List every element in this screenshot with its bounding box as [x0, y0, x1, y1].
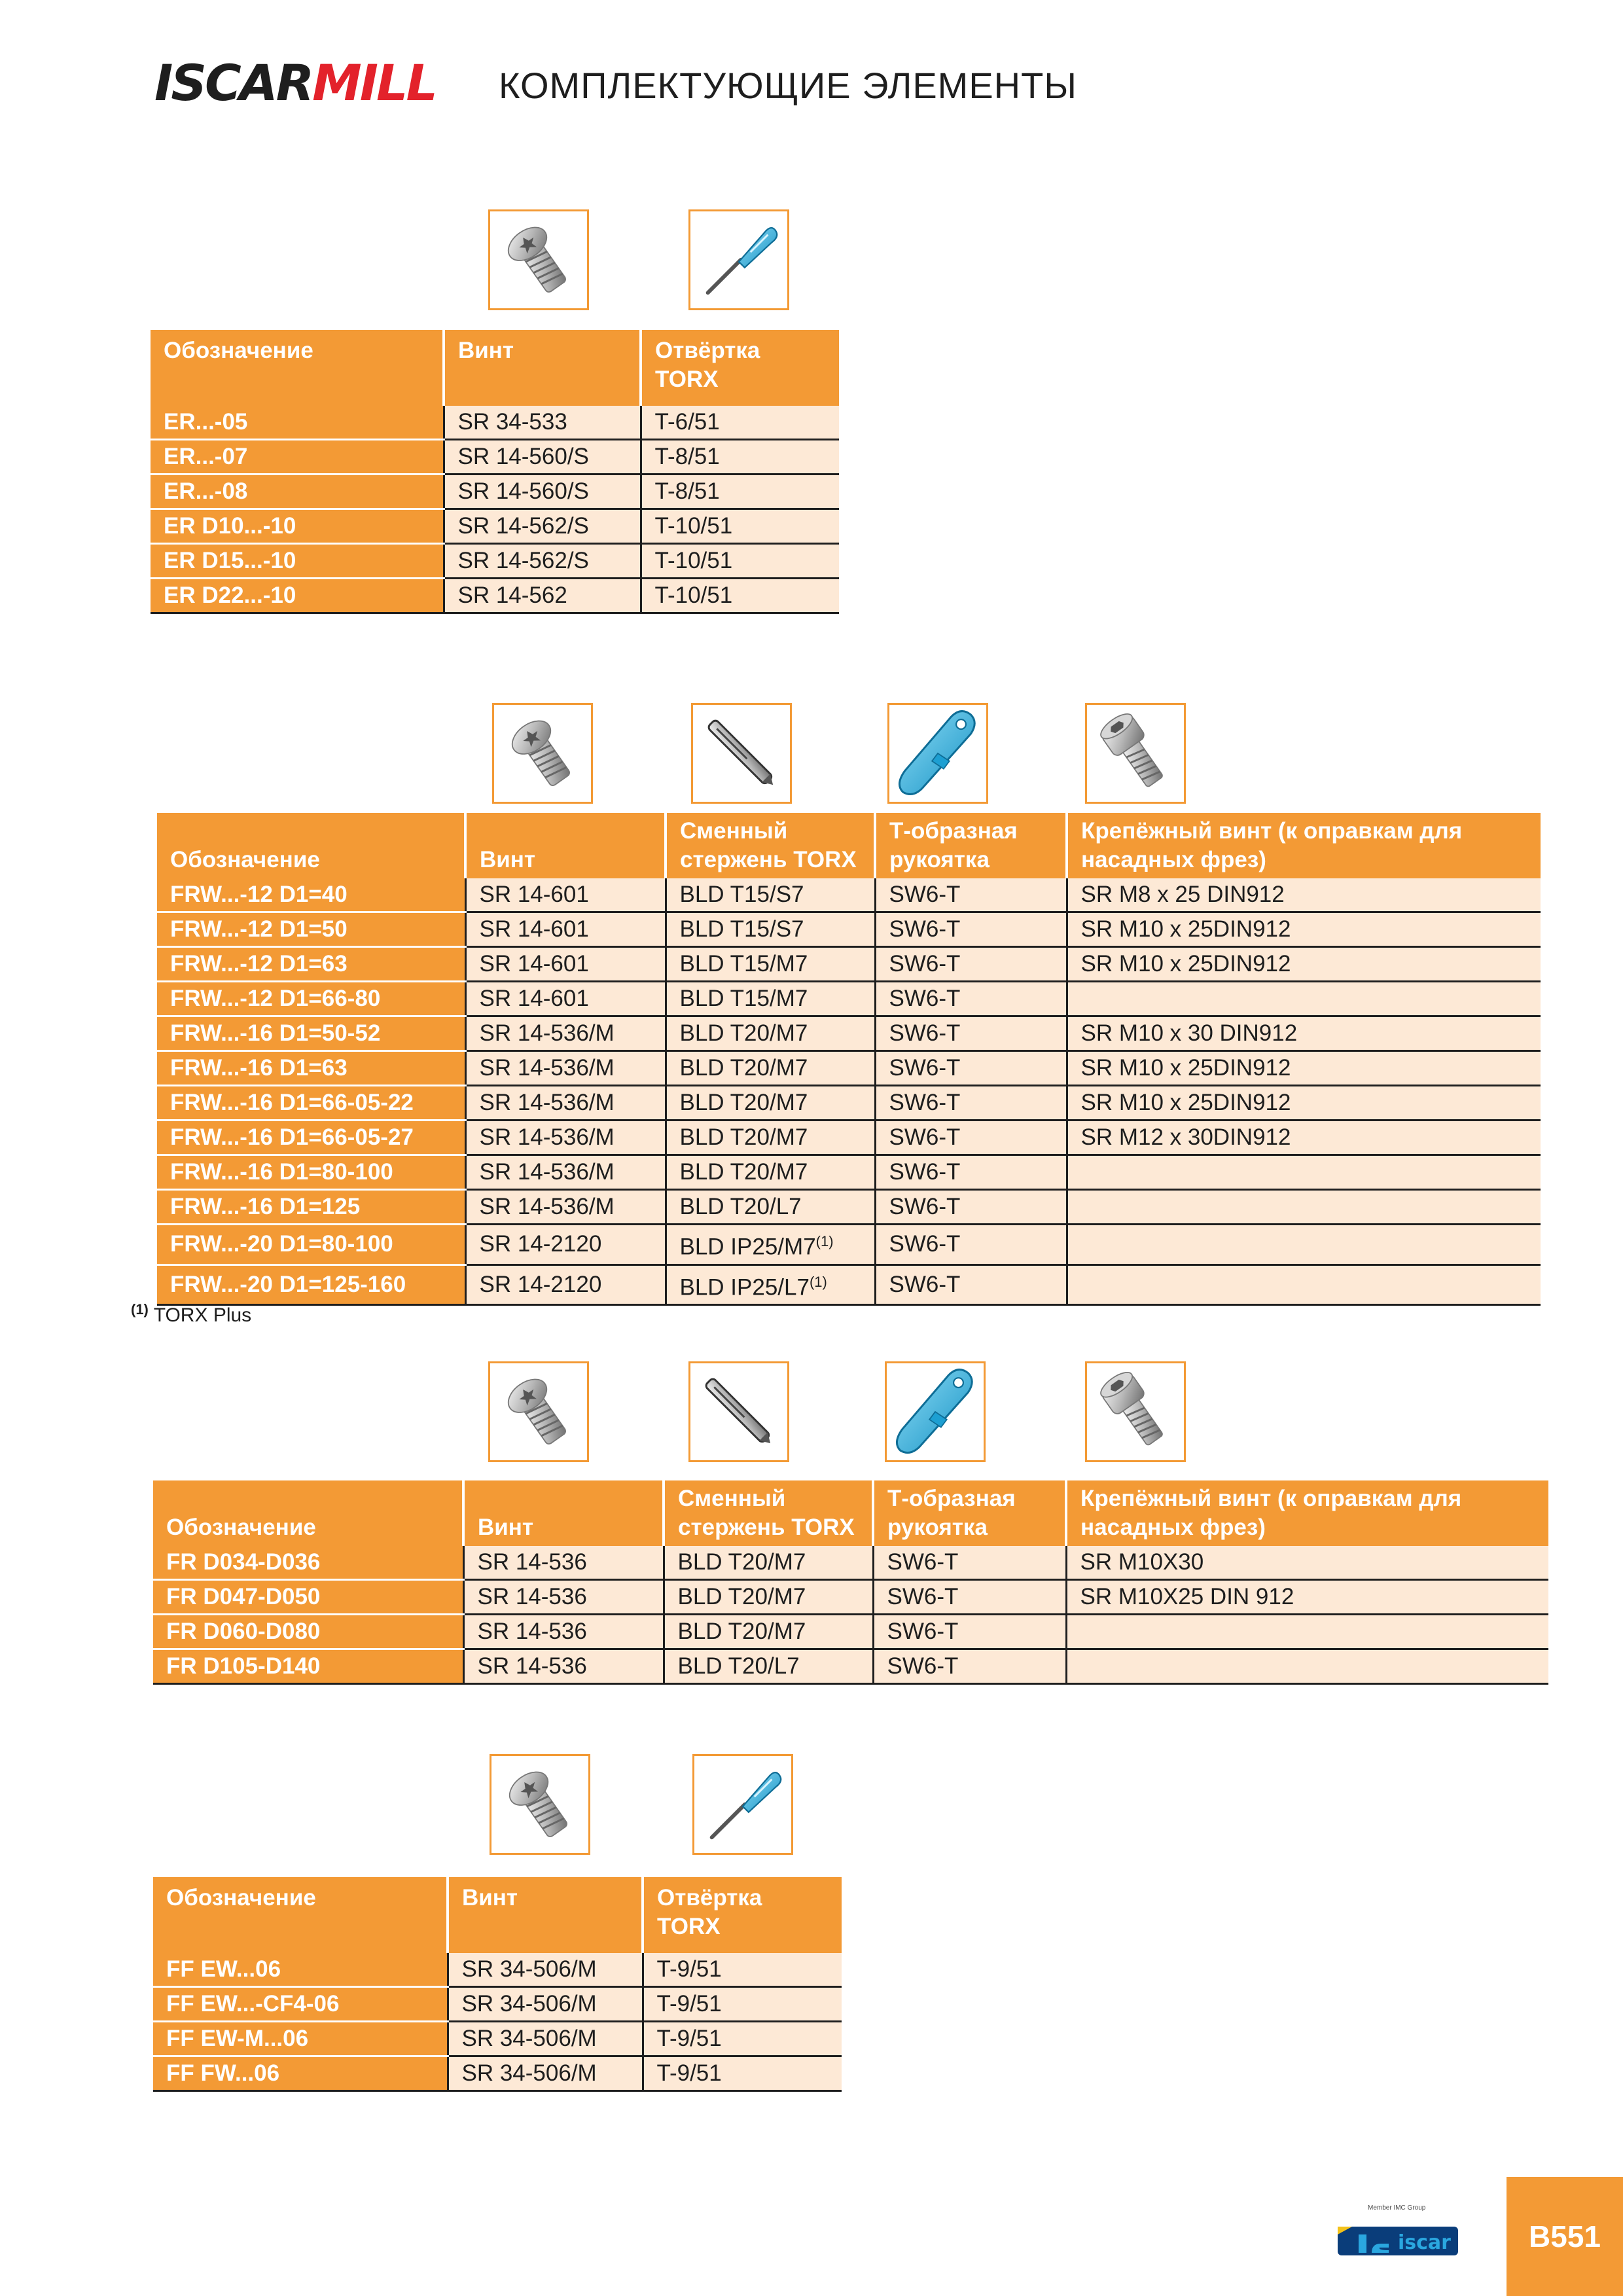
- designation-cell: [151, 579, 444, 613]
- cell-value: SR 14-536: [477, 1653, 587, 1679]
- cell-value: T-9/51: [656, 2026, 722, 2051]
- designation-cell: [151, 406, 444, 440]
- table-row: [157, 1265, 1541, 1305]
- cell-value: SR 14-601: [479, 916, 589, 942]
- cell-value: FRW...-16 D1=125: [170, 1194, 361, 1219]
- table-cell: [463, 1580, 664, 1615]
- cell-value: SW6-T: [889, 882, 961, 907]
- page-number: B551: [1507, 2177, 1623, 2296]
- header-clamping-screw: Крепёжный винт (к оправкам для насадных фрез): [1066, 1480, 1548, 1546]
- table-cell: [465, 1190, 666, 1225]
- footnote-mark: (1): [131, 1301, 149, 1318]
- designation-cell: [151, 544, 444, 579]
- table-cell: [465, 1225, 666, 1265]
- table-cell: [664, 1649, 873, 1684]
- cell-value: SR 14-601: [479, 882, 589, 907]
- header-t-handle: Т-образная рукоятка: [875, 813, 1067, 878]
- cell-value: ER...-05: [164, 409, 248, 435]
- cell-value: SR 14-601: [479, 986, 589, 1011]
- cell-value: SR M10 x 25DIN912: [1080, 1055, 1291, 1081]
- table-cell: [1067, 1265, 1541, 1305]
- cell-value: FR D047-D050: [166, 1584, 321, 1609]
- table-cell: [875, 1190, 1067, 1225]
- header-screwdriver: [641, 330, 839, 406]
- cell-value: SR 14-536/M: [479, 1020, 615, 1046]
- cell-value: FR D034-D036: [166, 1549, 321, 1575]
- designation-cell: [157, 912, 465, 947]
- cell-value: BLD T20/L7: [679, 1194, 802, 1219]
- header-screw: Винт: [463, 1480, 664, 1546]
- table-cell: [666, 878, 875, 912]
- designation-cell: [153, 1615, 463, 1649]
- cell-value: BLD IP25/L7: [679, 1274, 810, 1300]
- clamping-screw-icon: [1085, 703, 1186, 804]
- designation-cell: [151, 509, 444, 544]
- table-cell: [463, 1546, 664, 1580]
- cell-value: SR M12 x 30DIN912: [1080, 1124, 1291, 1150]
- cell-value: SR 14-536: [477, 1619, 587, 1644]
- table-cell: [875, 1086, 1067, 1121]
- cell-value: FF EW-M...06: [166, 2026, 309, 2051]
- cell-value: SW6-T: [887, 1653, 959, 1679]
- table-cell: [1066, 1546, 1548, 1580]
- table-cell: [1066, 1615, 1548, 1649]
- cell-value: FRW...-16 D1=50-52: [170, 1020, 381, 1046]
- table-row: [153, 1987, 842, 2022]
- table-row: [157, 912, 1541, 947]
- torx-bit-icon: [691, 703, 792, 804]
- header-torx-label: TORX: [655, 367, 719, 392]
- cell-value: T-8/51: [654, 444, 720, 469]
- cell-value: SW6-T: [889, 951, 961, 977]
- cell-value: T-6/51: [654, 409, 720, 435]
- designation-cell: [157, 1121, 465, 1155]
- footnote: [131, 1301, 251, 1327]
- table-cell: [664, 1546, 873, 1580]
- parts-table-er: [151, 330, 839, 614]
- header-designation: Обозначение: [153, 1480, 463, 1546]
- parts-table-frw: [157, 813, 1541, 1306]
- table-cell: [465, 1265, 666, 1305]
- cell-value: FF FW...06: [166, 2060, 280, 2086]
- table-cell: [666, 1225, 875, 1265]
- cell-value: SW6-T: [889, 1020, 961, 1046]
- table-cell: [875, 1265, 1067, 1305]
- table-cell: [873, 1615, 1066, 1649]
- table-cell: [1067, 878, 1541, 912]
- header-torx-bit: Сменный стержень TORX: [666, 813, 875, 878]
- cell-value: BLD T20/M7: [679, 1159, 808, 1185]
- table-row: [153, 2022, 842, 2056]
- cell-value: BLD T20/M7: [677, 1584, 806, 1609]
- cell-value: SR 34-506/M: [461, 2060, 597, 2086]
- table-cell: [664, 1580, 873, 1615]
- table-cell: [641, 406, 839, 440]
- header-designation: Обозначение: [151, 330, 444, 406]
- cell-value: FRW...-16 D1=63: [170, 1055, 348, 1081]
- footnote-ref: (1): [809, 1273, 827, 1290]
- table-cell: [1067, 947, 1541, 982]
- table-cell: [666, 912, 875, 947]
- cell-value: SR 14-2120: [479, 1271, 602, 1297]
- footnote-text: TORX Plus: [153, 1304, 252, 1326]
- table-cell: [463, 1649, 664, 1684]
- header-designation: Обозначение: [157, 813, 465, 878]
- table-cell: [444, 579, 641, 613]
- cell-value: FRW...-20 D1=125-160: [170, 1271, 406, 1297]
- cell-value: FRW...-16 D1=80-100: [170, 1159, 393, 1185]
- screw-icon: [488, 1361, 589, 1462]
- table-cell: [666, 1016, 875, 1051]
- cell-value: ER D10...-10: [164, 513, 296, 539]
- cell-value: SR M10 x 30 DIN912: [1080, 1020, 1298, 1046]
- table-cell: [465, 947, 666, 982]
- cell-value: SR 14-560/S: [457, 478, 589, 504]
- designation-cell: [157, 1086, 465, 1121]
- t-handle-icon: [887, 703, 988, 804]
- table-row: [157, 1155, 1541, 1190]
- table-row: [153, 1580, 1548, 1615]
- table-cell: [666, 1051, 875, 1086]
- designation-cell: [153, 2056, 448, 2091]
- cell-value: SR 14-562/S: [457, 548, 589, 573]
- designation-cell: [153, 1953, 448, 1987]
- table-row: [157, 1016, 1541, 1051]
- cell-value: T-9/51: [656, 1956, 722, 1982]
- cell-value: SR 34-506/M: [461, 1956, 597, 1982]
- header-designation: Обозначение: [153, 1877, 448, 1953]
- designation-cell: [151, 440, 444, 475]
- cell-value: SR 34-506/M: [461, 1991, 597, 2017]
- table-cell: [448, 1953, 643, 1987]
- table-cell: [465, 1051, 666, 1086]
- header-t-handle: Т-образная рукоятка: [873, 1480, 1066, 1546]
- table-cell: [875, 982, 1067, 1016]
- table-cell: [641, 579, 839, 613]
- table-row: [153, 1953, 842, 1987]
- cell-value: SR 14-536/M: [479, 1090, 615, 1115]
- table-row: [151, 475, 839, 509]
- cell-value: BLD T20/M7: [679, 1020, 808, 1046]
- screw-icon: [492, 703, 593, 804]
- page-title: КОМПЛЕКТУЮЩИЕ ЭЛЕМЕНТЫ: [499, 65, 1077, 106]
- cell-value: SR 14-601: [479, 951, 589, 977]
- cell-value: SR 14-560/S: [457, 444, 589, 469]
- cell-value: BLD T15/S7: [679, 916, 804, 942]
- cell-value: T-10/51: [654, 583, 733, 608]
- cell-value: SR M10 x 25DIN912: [1080, 951, 1291, 977]
- screwdriver-icon: [692, 1754, 793, 1855]
- cell-value: SR 14-562/S: [457, 513, 589, 539]
- table-row: [157, 1190, 1541, 1225]
- table-cell: [1067, 1121, 1541, 1155]
- cell-value: SR 14-536: [477, 1549, 587, 1575]
- table-cell: [1067, 1225, 1541, 1265]
- designation-cell: [151, 475, 444, 509]
- designation-cell: [157, 982, 465, 1016]
- cell-value: SR 34-506/M: [461, 2026, 597, 2051]
- table-cell: [1066, 1649, 1548, 1684]
- table-row: [153, 1615, 1548, 1649]
- table-cell: [666, 982, 875, 1016]
- table-cell: [444, 440, 641, 475]
- header-screwdriver: [643, 1877, 842, 1953]
- header-screw: Винт: [444, 330, 641, 406]
- table-row: [151, 544, 839, 579]
- cell-value: ER D15...-10: [164, 548, 296, 573]
- cell-value: BLD T20/L7: [677, 1653, 800, 1679]
- cell-value: FR D060-D080: [166, 1619, 321, 1644]
- table-cell: [641, 440, 839, 475]
- cell-value: ER...-08: [164, 478, 248, 504]
- cell-value: FRW...-12 D1=50: [170, 916, 348, 942]
- table-cell: [643, 1953, 842, 1987]
- header-screwdriver-label: Отвёртка: [657, 1885, 762, 1910]
- table-cell: [1067, 1051, 1541, 1086]
- cell-value: SR M10 x 25DIN912: [1080, 916, 1291, 942]
- designation-cell: [157, 1051, 465, 1086]
- screw-icon: [488, 209, 589, 310]
- clamping-screw-icon: [1085, 1361, 1186, 1462]
- table-row: [153, 2056, 842, 2091]
- cell-value: FRW...-12 D1=66-80: [170, 986, 381, 1011]
- table-cell: [448, 2022, 643, 2056]
- table-cell: [448, 1987, 643, 2022]
- screwdriver-icon: [688, 209, 789, 310]
- header-screw: Винт: [465, 813, 666, 878]
- table-cell: [1067, 1155, 1541, 1190]
- table-row: [157, 1086, 1541, 1121]
- cell-value: SW6-T: [889, 1090, 961, 1115]
- designation-cell: [153, 1987, 448, 2022]
- cell-value: T-8/51: [654, 478, 720, 504]
- designation-cell: [157, 1265, 465, 1305]
- table-cell: [666, 947, 875, 982]
- cell-value: SW6-T: [889, 1194, 961, 1219]
- table-cell: [641, 475, 839, 509]
- table-cell: [875, 1121, 1067, 1155]
- iscar-mill-logo: [154, 56, 436, 110]
- table-cell: [444, 406, 641, 440]
- designation-cell: [157, 1155, 465, 1190]
- cell-value: FRW...-12 D1=63: [170, 951, 348, 977]
- cell-value: SW6-T: [889, 1271, 961, 1297]
- cell-value: BLD T15/S7: [679, 882, 804, 907]
- table-row: [157, 947, 1541, 982]
- table-cell: [875, 878, 1067, 912]
- table-cell: [444, 544, 641, 579]
- table-cell: [875, 947, 1067, 982]
- designation-cell: [157, 1016, 465, 1051]
- table-cell: [875, 1051, 1067, 1086]
- table-row: [157, 1051, 1541, 1086]
- cell-value: SR 34-533: [457, 409, 567, 435]
- cell-value: FRW...-20 D1=80-100: [170, 1231, 393, 1257]
- cell-value: T-9/51: [656, 2060, 722, 2086]
- table-cell: [463, 1615, 664, 1649]
- table-row: [157, 1225, 1541, 1265]
- table-cell: [465, 878, 666, 912]
- table-cell: [643, 2056, 842, 2091]
- table-cell: [444, 509, 641, 544]
- cell-value: BLD T15/M7: [679, 951, 808, 977]
- table-row: [151, 406, 839, 440]
- designation-cell: [153, 1649, 463, 1684]
- table-cell: [444, 475, 641, 509]
- table-cell: [465, 912, 666, 947]
- designation-cell: [157, 878, 465, 912]
- table-cell: [465, 1086, 666, 1121]
- cell-value: SR M8 x 25 DIN912: [1080, 882, 1285, 907]
- cell-value: SW6-T: [889, 1124, 961, 1150]
- table-cell: [666, 1155, 875, 1190]
- table-cell: [1067, 1086, 1541, 1121]
- parts-table-fr: [153, 1480, 1548, 1685]
- table-row: [151, 579, 839, 613]
- cell-value: T-10/51: [654, 548, 733, 573]
- cell-value: ER D22...-10: [164, 583, 296, 608]
- table-row: [157, 1121, 1541, 1155]
- table-cell: [448, 2056, 643, 2091]
- table-cell: [875, 912, 1067, 947]
- torx-bit-icon: [688, 1361, 789, 1462]
- table-row: [157, 878, 1541, 912]
- cell-value: FF EW...-CF4-06: [166, 1991, 340, 2017]
- header-torx-label: TORX: [657, 1914, 721, 1939]
- designation-cell: [157, 947, 465, 982]
- header-clamping-screw: Крепёжный винт (к оправкам для насадных фрез): [1067, 813, 1541, 878]
- cell-value: SR M10 x 25DIN912: [1080, 1090, 1291, 1115]
- designation-cell: [153, 1546, 463, 1580]
- designation-cell: [157, 1225, 465, 1265]
- footnote-ref: (1): [815, 1233, 834, 1249]
- table-cell: [873, 1546, 1066, 1580]
- cell-value: BLD T20/M7: [679, 1090, 808, 1115]
- cell-value: SR 14-536/M: [479, 1194, 615, 1219]
- t-handle-icon: [885, 1361, 986, 1462]
- logo-mill-text: MILL: [312, 54, 436, 112]
- cell-value: FF EW...06: [166, 1956, 281, 1982]
- table-row: [153, 1649, 1548, 1684]
- cell-value: FRW...-16 D1=66-05-22: [170, 1090, 414, 1115]
- cell-value: SR 14-2120: [479, 1231, 602, 1257]
- cell-value: SW6-T: [887, 1584, 959, 1609]
- table-cell: [1066, 1580, 1548, 1615]
- designation-cell: [157, 1190, 465, 1225]
- table-row: [157, 982, 1541, 1016]
- brand-name: iscar: [1398, 2231, 1451, 2254]
- cell-value: BLD T20/M7: [679, 1124, 808, 1150]
- logo-iscar-text: ISCAR: [154, 54, 313, 112]
- cell-value: SW6-T: [889, 1231, 961, 1257]
- cell-value: SR M10X25 DIN 912: [1080, 1584, 1294, 1609]
- cell-value: SW6-T: [887, 1549, 959, 1575]
- cell-value: SW6-T: [887, 1619, 959, 1644]
- table-row: [153, 1546, 1548, 1580]
- cell-value: T-10/51: [654, 513, 733, 539]
- table-cell: [1067, 1190, 1541, 1225]
- cell-value: T-9/51: [656, 1991, 722, 2017]
- table-cell: [873, 1580, 1066, 1615]
- parts-table-ff: [153, 1877, 842, 2092]
- cell-value: SW6-T: [889, 1055, 961, 1081]
- screw-icon: [490, 1754, 590, 1855]
- cell-value: BLD T20/M7: [677, 1549, 806, 1575]
- table-cell: [873, 1649, 1066, 1684]
- header-torx-bit: Сменный стержень TORX: [664, 1480, 873, 1546]
- cell-value: BLD T15/M7: [679, 986, 808, 1011]
- cell-value: SR 14-536: [477, 1584, 587, 1609]
- table-cell: [875, 1155, 1067, 1190]
- cell-value: BLD IP25/M7: [679, 1234, 816, 1260]
- table-cell: [465, 1121, 666, 1155]
- brand-tagline: Member IMC Group: [1368, 2204, 1426, 2212]
- table-cell: [875, 1016, 1067, 1051]
- table-cell: [1067, 982, 1541, 1016]
- header-screw: Винт: [448, 1877, 643, 1953]
- cell-value: SR 14-536/M: [479, 1124, 615, 1150]
- cell-value: SR 14-562: [457, 583, 567, 608]
- table-row: [151, 509, 839, 544]
- cell-value: SR M10X30: [1080, 1549, 1204, 1575]
- designation-cell: [153, 1580, 463, 1615]
- table-cell: [666, 1190, 875, 1225]
- table-cell: [875, 1225, 1067, 1265]
- cell-value: FR D105-D140: [166, 1653, 321, 1679]
- cell-value: FRW...-16 D1=66-05-27: [170, 1124, 414, 1150]
- table-cell: [1067, 1016, 1541, 1051]
- cell-value: SW6-T: [889, 986, 961, 1011]
- table-cell: [641, 544, 839, 579]
- table-cell: [666, 1121, 875, 1155]
- table-cell: [465, 1016, 666, 1051]
- cell-value: SR 14-536/M: [479, 1055, 615, 1081]
- cell-value: BLD T20/M7: [679, 1055, 808, 1081]
- table-cell: [666, 1086, 875, 1121]
- table-cell: [643, 1987, 842, 2022]
- table-cell: [465, 982, 666, 1016]
- table-cell: [465, 1155, 666, 1190]
- cell-value: SW6-T: [889, 916, 961, 942]
- cell-value: FRW...-12 D1=40: [170, 882, 348, 907]
- cell-value: SW6-T: [889, 1159, 961, 1185]
- table-cell: [641, 509, 839, 544]
- cell-value: SR 14-536/M: [479, 1159, 615, 1185]
- header-screwdriver-label: Отвёртка: [655, 338, 760, 363]
- table-cell: [666, 1265, 875, 1305]
- table-cell: [1067, 912, 1541, 947]
- table-cell: [643, 2022, 842, 2056]
- table-cell: [664, 1615, 873, 1649]
- table-row: [151, 440, 839, 475]
- designation-cell: [153, 2022, 448, 2056]
- cell-value: ER...-07: [164, 444, 248, 469]
- cell-value: BLD T20/M7: [677, 1619, 806, 1644]
